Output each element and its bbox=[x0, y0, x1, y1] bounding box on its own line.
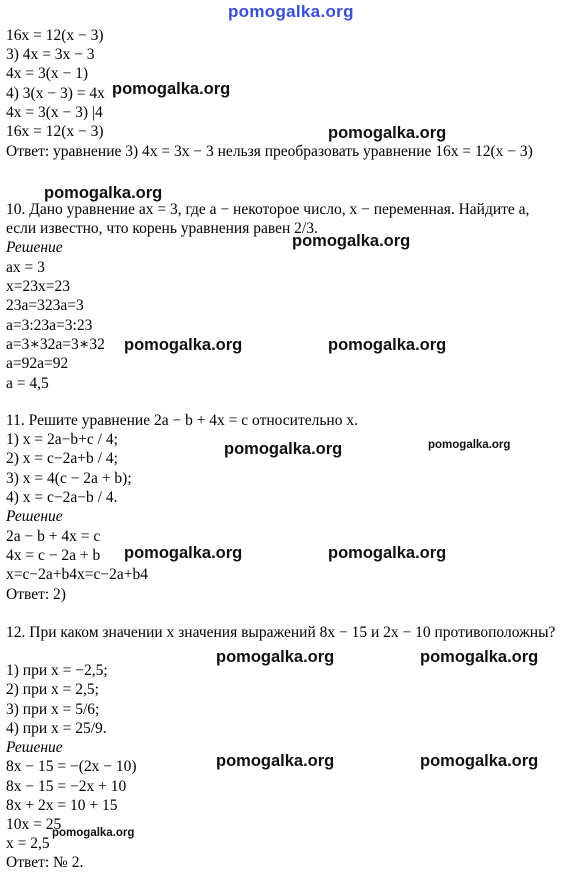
watermark: pomogalka.org bbox=[216, 648, 335, 666]
equation-line: 2a − b + 4x = c bbox=[6, 528, 101, 545]
watermark: pomogalka.org bbox=[224, 440, 343, 458]
watermark: pomogalka.org bbox=[124, 336, 243, 354]
solution-heading: Решение bbox=[6, 239, 63, 256]
watermark: pomogalka.org bbox=[420, 752, 539, 770]
equation-line: ax = 3 bbox=[6, 259, 45, 276]
option-line: 2) при x = 2,5; bbox=[6, 681, 99, 698]
equation-line: 4x = c − 2a + b bbox=[6, 547, 101, 564]
watermark: pomogalka.org bbox=[124, 544, 243, 562]
answer-line: Ответ: уравнение 3) 4x = 3x − 3 нельзя преобразовать уравнение 16x = 12(x − 3) bbox=[6, 143, 533, 160]
watermark: pomogalka.org bbox=[328, 336, 447, 354]
watermark: pomogalka.org bbox=[44, 184, 163, 202]
equation-line: 16x = 12(x − 3) bbox=[6, 123, 104, 140]
equation-line: 8x − 15 = −2x + 10 bbox=[6, 778, 127, 795]
option-line: 3) x = 4(c − 2a + b); bbox=[6, 470, 132, 487]
equation-line: x=23x=23 bbox=[6, 278, 70, 295]
option-line: 2) x = c−2a+b / 4; bbox=[6, 450, 118, 467]
option-line: 4) x = c−2a−b / 4. bbox=[6, 489, 118, 506]
equation-line: a = 4,5 bbox=[6, 375, 49, 392]
watermark: pomogalka.org bbox=[292, 232, 411, 250]
task-12-statement: 12. При каком значении x значения выражений 8x − 15 и 2x − 10 противоположны? bbox=[6, 624, 556, 641]
equation-line: 8x + 2x = 10 + 15 bbox=[6, 797, 118, 814]
equation-line: 4x = 3(x − 1) bbox=[6, 65, 89, 82]
watermark: pomogalka.org bbox=[328, 544, 447, 562]
equation-line: 8x − 15 = −(2x − 10) bbox=[6, 758, 137, 775]
watermark: pomogalka.org bbox=[112, 80, 231, 98]
solution-heading: Решение bbox=[6, 508, 63, 525]
equation-line: a=3∗32a=3∗32 bbox=[6, 336, 105, 353]
option-line: 3) 4x = 3x − 3 bbox=[6, 46, 95, 63]
equation-line: 16x = 12(x − 3) bbox=[6, 27, 104, 44]
option-line: 4) 3(x − 3) = 4x bbox=[6, 85, 105, 102]
watermark: pomogalka.org bbox=[216, 752, 335, 770]
task-11-statement: 11. Решите уравнение 2a − b + 4x = c относительно x. bbox=[6, 412, 358, 429]
equation-line: 4x = 3(x − 3) |4 bbox=[6, 104, 103, 121]
equation-line: 23a=323a=3 bbox=[6, 297, 84, 314]
equation-line: x = 2,5 bbox=[6, 835, 50, 852]
watermark: pomogalka.org bbox=[428, 439, 511, 451]
option-line: 3) при x = 5/6; bbox=[6, 701, 100, 718]
equation-line: a=92a=92 bbox=[6, 355, 69, 372]
watermark: pomogalka.org bbox=[328, 124, 447, 142]
option-line: 1) при x = −2,5; bbox=[6, 662, 108, 679]
option-line: 1) x = 2a−b+c / 4; bbox=[6, 431, 118, 448]
answer-line: Ответ: 2) bbox=[6, 586, 66, 603]
task-10-statement: 10. Дано уравнение ax = 3, где a − некоторое число, x − переменная. Найдите a, если известно, что корень уравнения равен 2/3. bbox=[6, 201, 530, 237]
equation-line: x=c−2a+b4x=c−2a+b4 bbox=[6, 566, 148, 583]
solution-heading: Решение bbox=[6, 739, 63, 756]
equation-line: 10x = 25 bbox=[6, 816, 62, 833]
answer-line: Ответ: № 2. bbox=[6, 854, 84, 871]
equation-line: a=3:23a=3:23 bbox=[6, 317, 93, 334]
watermark: pomogalka.org bbox=[52, 827, 135, 839]
option-line: 4) при x = 25/9. bbox=[6, 720, 107, 737]
header-watermark: pomogalka.org bbox=[228, 2, 354, 21]
watermark: pomogalka.org bbox=[420, 648, 539, 666]
